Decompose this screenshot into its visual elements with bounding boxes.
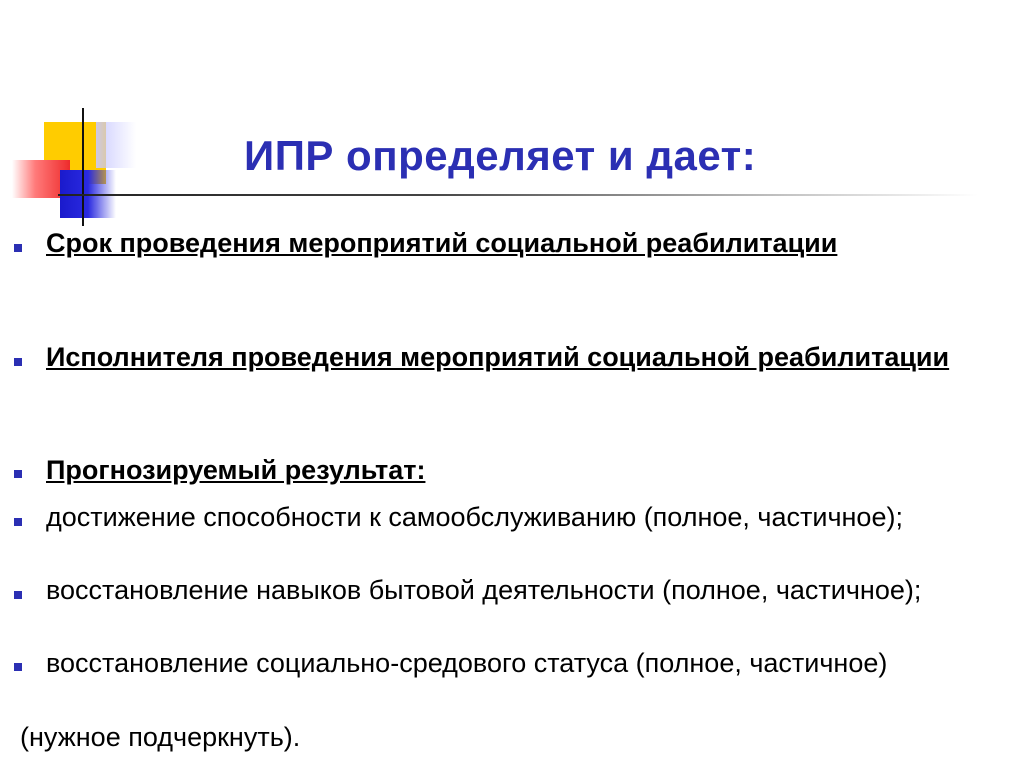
square-bullet-icon (14, 591, 22, 599)
list-item-text: Прогнозируемый результат: (46, 455, 426, 485)
list-item-text: восстановление навыков бытовой деятельности (полное, частичное); (46, 575, 922, 605)
slide-title: ИПР определяет и дает: (244, 132, 757, 179)
square-bullet-icon (14, 663, 22, 671)
square-bullet-icon (14, 358, 22, 366)
list-item-text: достижение способности к самообслуживанию (полное, частичное); (46, 502, 903, 532)
footnote-text: (нужное подчеркнуть). (20, 722, 301, 752)
square-bullet-icon (14, 244, 22, 252)
list-item-text: восстановление социально-средового статуса (полное, частичное) (46, 648, 888, 678)
square-bullet-icon (14, 470, 22, 478)
list-item-text: Исполнителя проведения мероприятий социальной реабилитации (46, 342, 950, 372)
square-bullet-icon (14, 518, 22, 526)
list-item-text: Срок проведения мероприятий социальной реабилитации (46, 228, 838, 258)
